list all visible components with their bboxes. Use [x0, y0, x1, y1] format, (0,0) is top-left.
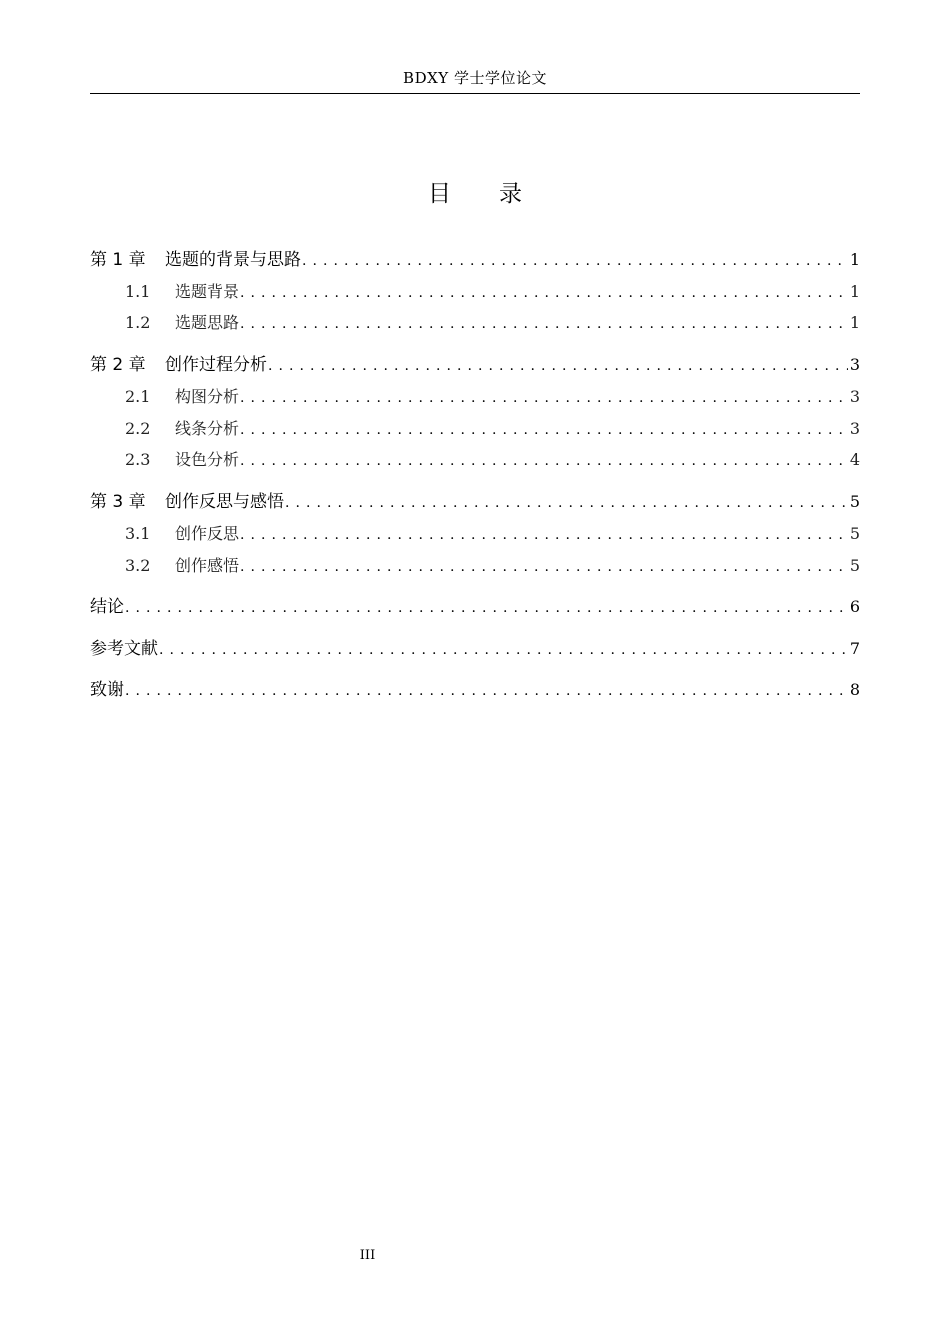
toc-entry-page: 3 — [849, 355, 860, 374]
toc-entry-title: 创作过程分析 — [165, 355, 267, 375]
toc-entry-page: 1 — [849, 250, 860, 269]
toc-entry-page: 8 — [849, 680, 860, 699]
toc-entry-section-3-2[interactable] — [90, 554, 860, 578]
page-number: III — [359, 1248, 376, 1263]
toc-entry-section-2-1[interactable] — [90, 385, 860, 409]
toc-entry-title: 选题的背景与思路 — [165, 250, 301, 270]
toc-dot-leader — [125, 596, 848, 620]
toc-entry-section-2-3[interactable] — [90, 448, 860, 472]
toc-entry-title: 创作反思与感悟 — [165, 492, 284, 512]
toc-entry-number: 第 1 章 — [90, 250, 146, 270]
toc-entry-page: 4 — [849, 450, 860, 469]
toc-entry-number: 3.1 — [125, 524, 151, 543]
toc-entry-number: 2.2 — [125, 419, 151, 438]
toc-entry-number: 1.1 — [125, 282, 151, 301]
toc-entry-title: 创作反思 — [175, 524, 240, 543]
toc-entry-number: 1.2 — [125, 313, 151, 332]
toc-entry-page: 5 — [849, 492, 860, 511]
toc-dot-leader — [302, 249, 848, 273]
toc-dot-leader — [125, 679, 848, 703]
toc-dot-leader — [240, 418, 848, 442]
toc-entry-section-3-1[interactable] — [90, 522, 860, 546]
toc-entry-references[interactable] — [90, 637, 860, 661]
toc-entry-number: 第 3 章 — [90, 492, 146, 512]
toc-entry-page: 3 — [849, 419, 860, 438]
toc-entry-title: 线条分析 — [175, 419, 240, 438]
toc-entry-section-2-2[interactable] — [90, 417, 860, 441]
toc-entry-conclusion[interactable] — [90, 595, 860, 619]
toc-entry-title: 参考文献 — [90, 639, 158, 659]
toc-dot-leader — [285, 491, 848, 515]
toc-entry-title: 构图分析 — [175, 387, 240, 406]
toc-entry-acknowledgements[interactable] — [90, 678, 860, 702]
toc-dot-leader — [268, 354, 848, 378]
toc-dot-leader — [240, 312, 848, 336]
toc-entry-title: 选题思路 — [175, 313, 240, 332]
toc-entry-title: 结论 — [90, 597, 124, 617]
toc-entry-page: 5 — [849, 556, 860, 575]
toc-title: 目录 — [428, 181, 570, 207]
toc-entry-title: 致谢 — [90, 680, 124, 700]
toc-dot-leader — [159, 638, 848, 662]
toc-entry-page: 5 — [849, 524, 860, 543]
toc-entry-chapter-1[interactable] — [90, 248, 860, 272]
toc-entry-page: 1 — [849, 313, 860, 332]
toc-dot-leader — [240, 281, 848, 305]
toc-entry-section-1-2[interactable] — [90, 311, 860, 335]
header-divider — [90, 93, 860, 94]
toc-entry-title: 创作感悟 — [175, 556, 240, 575]
page-header: BDXY 学士学位论文 — [403, 69, 547, 87]
toc-entry-section-1-1[interactable] — [90, 280, 860, 304]
toc-dot-leader — [240, 523, 848, 547]
toc-entry-title: 选题背景 — [175, 282, 240, 301]
toc-dot-leader — [240, 555, 848, 579]
toc-entry-page: 7 — [849, 639, 860, 658]
toc-dot-leader — [240, 449, 848, 473]
toc-entry-number: 2.1 — [125, 387, 151, 406]
toc-entry-page: 3 — [849, 387, 860, 406]
toc-entry-number: 3.2 — [125, 556, 151, 575]
toc-entry-title: 设色分析 — [175, 450, 240, 469]
toc-dot-leader — [240, 386, 848, 410]
toc-entry-page: 1 — [849, 282, 860, 301]
toc-entry-number: 第 2 章 — [90, 355, 146, 375]
toc-entry-chapter-2[interactable] — [90, 353, 860, 377]
toc-entry-page: 6 — [849, 597, 860, 616]
toc-entry-chapter-3[interactable] — [90, 490, 860, 514]
toc-entry-number: 2.3 — [125, 450, 151, 469]
